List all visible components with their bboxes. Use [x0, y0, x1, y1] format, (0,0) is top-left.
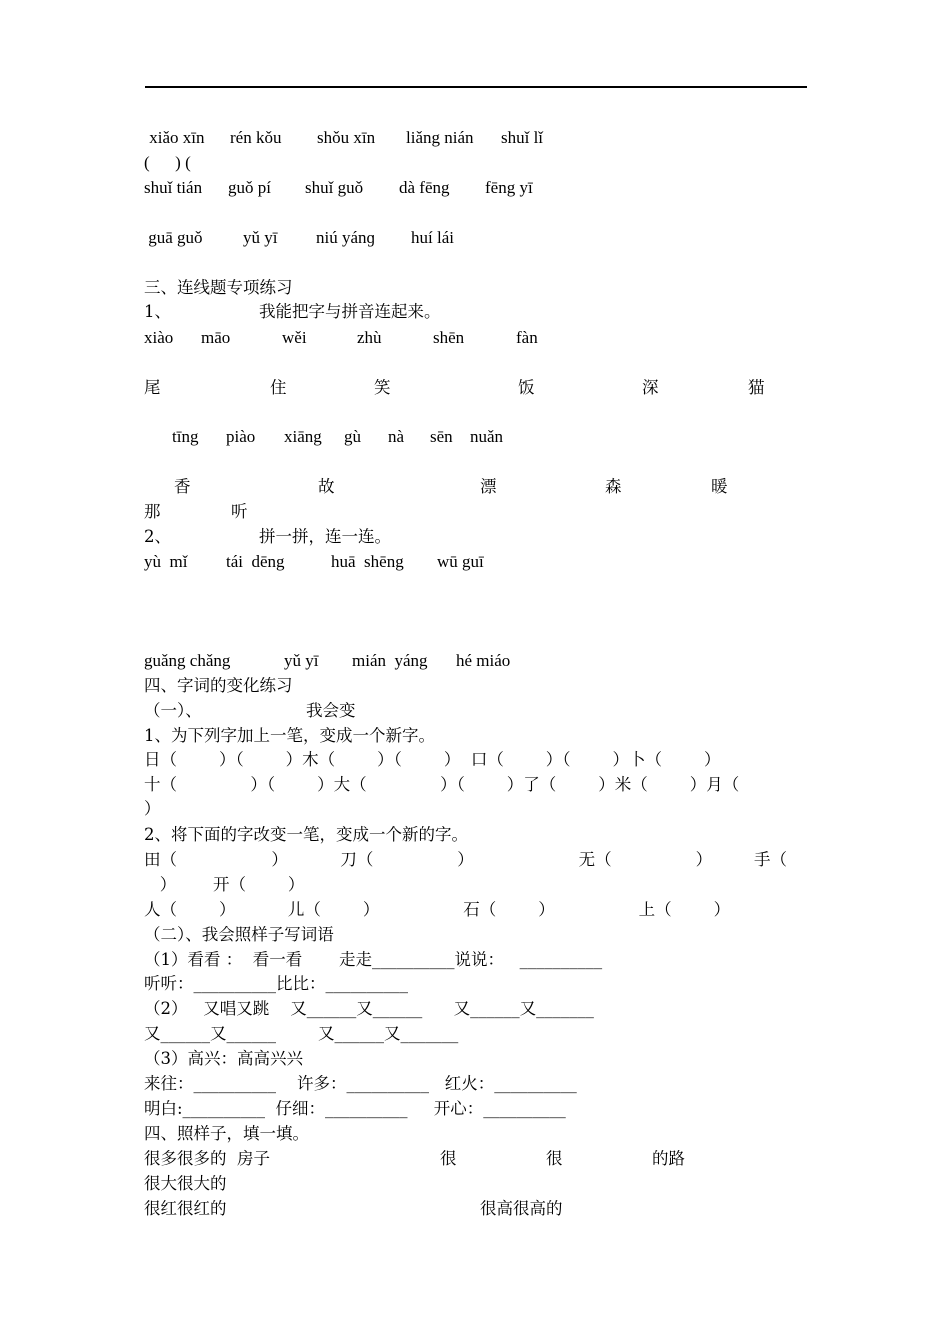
pinyin-item: huā shēng [331, 552, 404, 571]
question-number: 2、 [144, 527, 171, 546]
hanzi-item: 故 [318, 477, 335, 496]
part-title: 四、照样子，填一填。 [144, 1124, 309, 1143]
question-text: 2、将下面的字改变一笔，变成一个新的字。 [144, 825, 468, 844]
pinyin-item: mián yáng [352, 651, 428, 670]
pinyin-item: māo [201, 328, 231, 347]
pinyin-item: tái dēng [226, 552, 285, 571]
exercise-item: 很大很大的 [144, 1174, 227, 1193]
part-title: 我会变 [306, 701, 356, 720]
pinyin-item: xiào [144, 328, 174, 347]
part-label: （一）、 [144, 701, 202, 720]
pinyin-item: yǔ yī [284, 651, 319, 670]
exercise-line: （3）高兴：高高兴兴 [144, 1049, 303, 1068]
exercise-item: 很 [546, 1149, 563, 1168]
exercise-item: 的路 [652, 1149, 685, 1168]
pinyin-item: nuǎn [470, 427, 504, 446]
pinyin-item: yǔ yī [243, 228, 278, 247]
exercise-item: 很 [440, 1149, 457, 1168]
pinyin-item: sēn [430, 427, 453, 446]
hanzi-item: 笑 [374, 378, 391, 397]
pinyin-item: dà fēng [399, 178, 450, 197]
pinyin-item: nà [388, 427, 405, 446]
pinyin-item: rén kǒu [230, 128, 282, 147]
hanzi-item: 那 [144, 502, 161, 521]
exercise-line: 日（ ）（ ）木（ ）（ ） 口（ ）（ ）卜（ ） [144, 750, 721, 769]
pinyin-item: shuǐ tián [144, 178, 203, 197]
hanzi-item: 森 [605, 477, 622, 496]
exercise-line: 十（ ）（ ）大（ ）（ ）了（ ）米（ ）月（ [144, 775, 740, 794]
hanzi-item: 暖 [711, 477, 728, 496]
section-title: 四、字词的变化练习 [144, 676, 293, 695]
hanzi-item: 深 [642, 378, 659, 397]
question-text: 我能把字与拼音连起来。 [259, 302, 441, 321]
exercise-line: 田（ ） 刀（ ） 无（ ） 手（ [144, 850, 788, 869]
exercise-item: 很高很高的 [480, 1199, 563, 1218]
exercise-line: 又______又______ 又______又_______ [144, 1024, 459, 1043]
pinyin-item: yù mǐ [144, 552, 188, 571]
pinyin-item: zhù [357, 328, 382, 347]
question-number: 1、 [144, 302, 171, 321]
exercise-line: （1）看看 ： 看一看 走走__________说说： __________ [144, 950, 603, 969]
pinyin-item: xiǎo xīn [145, 128, 205, 147]
pinyin-item: shǒu xīn [317, 128, 376, 147]
hanzi-item: 住 [270, 378, 287, 397]
exercise-line: 明白:__________ 仔细：__________ 开心：__________ [144, 1099, 566, 1118]
question-text: 拼一拼，连一连。 [259, 527, 391, 546]
pinyin-item: niú yánɡ [316, 228, 376, 247]
exercise-item: 很红很红的 [144, 1199, 227, 1218]
exercise-line: ） [144, 799, 161, 818]
pinyin-item: tīng [172, 427, 199, 446]
hanzi-item: 香 [174, 477, 191, 496]
header-rule [145, 86, 807, 88]
hanzi-item: 猫 [748, 378, 765, 397]
question-text: 1、为下列字加上一笔，变成一个新字。 [144, 726, 435, 745]
hanzi-item: 漂 [480, 477, 497, 496]
exercise-line: 人（ ） 儿（ ） 石（ ） 上（ ） [144, 900, 731, 919]
exercise-item: 很多很多的 房子 [144, 1149, 270, 1168]
hanzi-item: 饭 [518, 378, 535, 397]
pinyin-item: wū guī [437, 552, 484, 571]
pinyin-item: xiāng [284, 427, 322, 446]
pinyin-item: huí lái [411, 228, 454, 247]
exercise-line: ） 开（ ） [144, 875, 305, 894]
pinyin-item: piào [226, 427, 256, 446]
pinyin-item: shēn [433, 328, 465, 347]
pinyin-item: shuǐ lǐ [501, 128, 544, 147]
part-title: （二）、我会照样子写词语 [144, 925, 334, 944]
pinyin-item: guǎng chǎng [144, 651, 231, 670]
pinyin-item: fēng yī [485, 178, 533, 197]
pinyin-item: wěi [282, 328, 307, 347]
pinyin-item: shuǐ guǒ [305, 178, 364, 197]
pinyin-item: guǒ pí [228, 178, 271, 197]
hanzi-item: 尾 [144, 378, 161, 397]
exercise-line: （2） 又唱又跳 又______又______ 又______又_______ [144, 999, 594, 1018]
pinyin-item: liǎng nián [406, 128, 474, 147]
hanzi-item: 听 [231, 502, 248, 521]
exercise-line: 来往：__________ 许多：__________ 红火：__________ [144, 1074, 577, 1093]
pinyin-item: guā guǒ [144, 228, 203, 247]
answer-parens: ( ) ( [144, 153, 191, 172]
pinyin-item: hé miáo [456, 651, 511, 670]
section-title: 三、连线题专项练习 [144, 278, 293, 297]
exercise-line: 听听：__________比比：__________ [144, 974, 408, 993]
pinyin-item: gù [344, 427, 361, 446]
pinyin-item: fàn [516, 328, 538, 347]
